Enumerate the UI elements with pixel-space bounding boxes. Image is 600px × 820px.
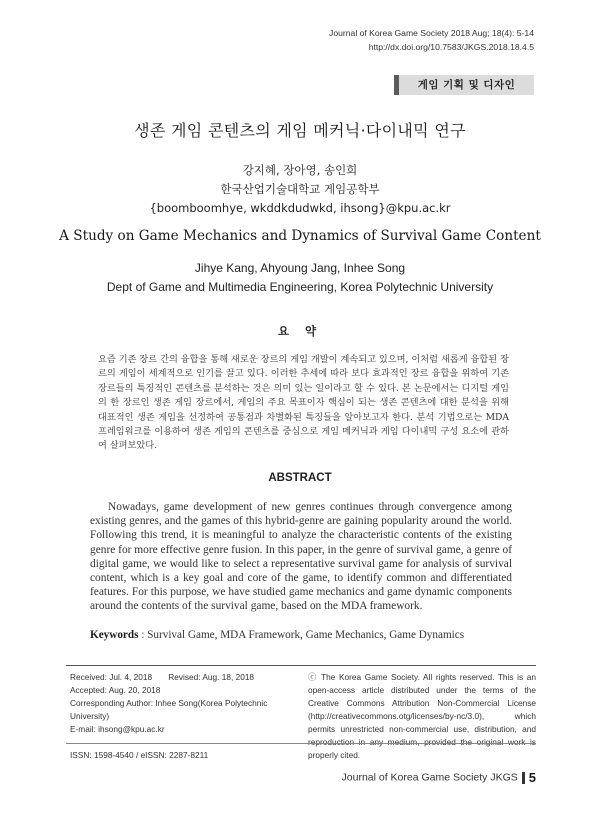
accepted-date: Accepted: Aug. 20, 2018: [70, 685, 161, 695]
page-footer: [342, 770, 536, 785]
affiliation-korean: 한국산업기술대학교 게임공학부: [220, 182, 380, 196]
issn: ISSN: 1598-4540 / eISSN: 2287-8211: [70, 750, 209, 760]
doi-link[interactable]: http://dx.doi.org/10.7583/JKGS.2018.18.4.5: [368, 42, 534, 52]
abstract-korean-heading: 요 약: [277, 324, 323, 338]
keywords-separator: :: [138, 629, 148, 641]
journal-reference: [234, 26, 534, 54]
author-block-korean: [0, 161, 600, 218]
footer-divider: [522, 772, 525, 784]
footer-journal-name: Journal of Korea Game Society JKGS: [341, 771, 518, 784]
corresponding-author: Corresponding Author: Inhee Song(Korea Polytechnic University): [70, 698, 268, 721]
meta-divider-bottom: [66, 743, 536, 744]
author-names-korean: 강지혜, 장아영, 송인희: [242, 163, 358, 177]
revised-date: Revised: Aug. 18, 2018: [168, 672, 255, 682]
keywords-label: Keywords: [90, 629, 139, 641]
received-revised-line: [70, 671, 295, 684]
journal-citation: Journal of Korea Game Society 2018 Aug; 18(4): 5-14: [329, 28, 534, 38]
abstract-english-text: Nowadays, game development of new genres continues through convergence among existing genres, and the games of this hybrid-genre are gaining popularity around the world. Following this trend, it is meaningful to analyze the characteristic contents of the existing genre for more effective genre fusion. In this paper, in the genre of survival game, a genre of digital game, we would like to select a representative survival game for analysis of survival content, which is a key goal and core of the game, to identify common and differentiated features. For this purpose, we have studied game mechanics and game dynamic components around the contents of the survival game, based on the MDA framework.: [90, 501, 512, 613]
affiliation-english: Dept of Game and Multimedia Engineering, Korea Polytechnic University: [106, 280, 494, 294]
section-tag: 게임 기획 및 디자인: [394, 75, 534, 95]
paper-title-english: A Study on Game Mechanics and Dynamics of Survival Game Content: [59, 228, 541, 244]
abstract-korean-text: 요즘 기존 장르 간의 융합을 통해 새로운 장르의 게임 개발이 계속되고 있으며, 이처럼 새롭게 융합된 장르의 게임이 세계적으로 인기를 끌고 있다. 이러한 추세에 따라 보다 효과적인 장르 융합을 위하여 기존 장르들의 특징적인 콘텐츠를 분석하는 것은 의미 있는 일이라고 할 수 있다. 본 논문에서는 디지털 게임의 한 장르인 생존 게임 장르에서, 게임의 주요 목표이자 핵심이 되는 생존 콘텐츠에 대한 분석을 위해 대표적인 생존 게임을 선정하여 공통점과 차별화된 특징들을 알아보고자 한다. 분석 기법으로는 MDA 프레임워크를 이용하여 생존 게임의 콘텐츠를 중심으로 게임 메커닉과 게임 다이내믹 구성 요소에 관하여 살펴보았다.: [98, 354, 509, 452]
author-emails: {boomboomhye, wkddkdudwkd, ihsong}@kpu.ac.kr: [149, 201, 451, 215]
meta-divider-top: [66, 665, 536, 666]
abstract-english-heading: ABSTRACT: [268, 472, 332, 484]
keywords-text: Survival Game, MDA Framework, Game Mechanics, Game Dynamics: [147, 629, 465, 641]
keywords: [90, 629, 520, 641]
page-number: 5: [528, 770, 536, 785]
received-date: Received: Jul. 4, 2018: [70, 672, 153, 682]
author-block-english: [0, 259, 600, 297]
corresponding-email: E-mail: ihsong@kpu.ac.kr: [70, 724, 165, 734]
author-names-english: Jihye Kang, Ahyoung Jang, Inhee Song: [194, 261, 406, 275]
article-history: [70, 671, 295, 762]
license-notice: ⓒ The Korea Game Society. All rights reserved. This is an open-access article distributed under the terms of the Creative Commons Attribution Non-Commercial License (http://creativecommons.otg/licenses/by-nc/3.0), which permits unrestricted non-commercial use, distribution, and reproduction in any medium, provided the original work is properly cited.: [308, 672, 536, 760]
paper-title-korean: 생존 게임 콘텐츠의 게임 메커닉·다이내믹 연구: [134, 121, 466, 140]
